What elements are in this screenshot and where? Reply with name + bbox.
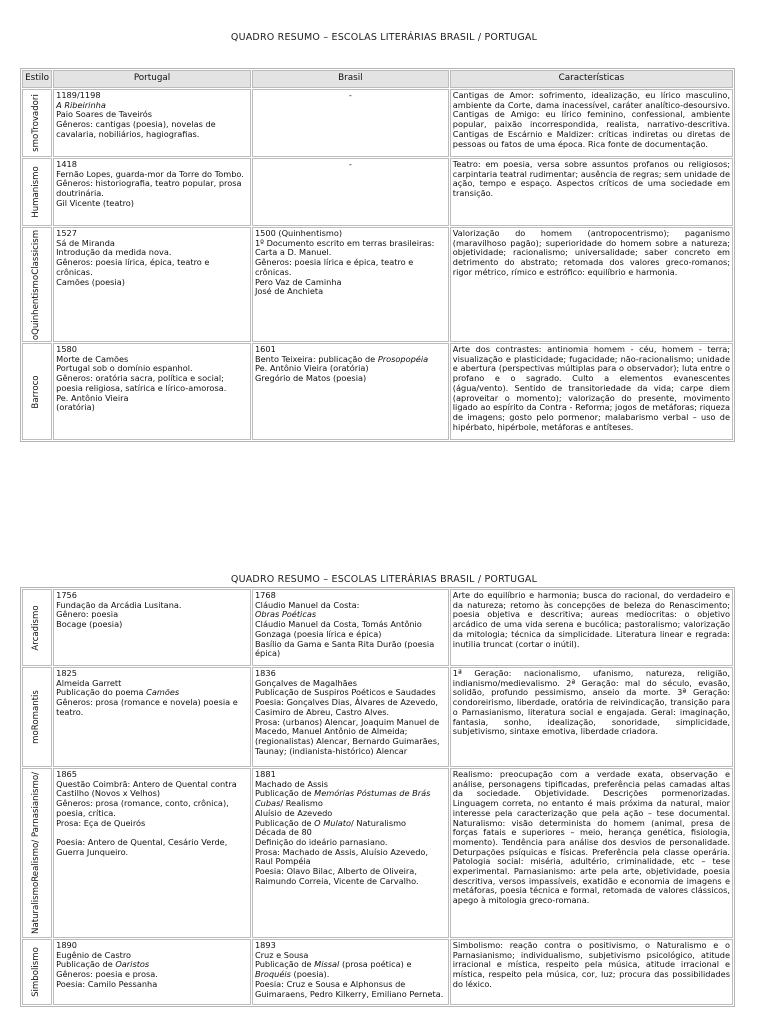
text-run: 1756 (56, 590, 77, 600)
text-run: Gêneros: historiografia, teatro popular, prosa doutrinária. (56, 178, 245, 199)
text-run: Prosa: Machado de Assis, Aluísio Azevedo, Raul Pompéia (254, 846, 431, 867)
text-run: Basílio da Gama e Santa Rita Durão (poesia épica) (254, 638, 437, 659)
text-run: Poesia: Antero de Quental, Cesário Verde, Guerra Junqueiro. (56, 836, 230, 857)
italic-title: Oaristos (115, 959, 150, 970)
text-run: Prosa: Eça de Queirós (56, 817, 146, 828)
text-run: Morte de Camões (56, 353, 129, 364)
caracteristicas-cell: 1ª Geração: nacionalismo, ufanismo, natureza, religião, indianismo/medievalismo. 2ª Geração: mal do século, evasão, solidão, profundo pessimismo, anseio da morte. 3ª Geração: condoreirismo, liberdade, oratória de reivindicação, transição para o Parnasianismo, literatura social e engajada. Geral: imaginação, fantasia, sonho, idealização, sonoridade, simplicidade, subjetivismo, sintaxe emotiva, liberdade criadora. (450, 667, 733, 767)
header-caracteristicas: Características (450, 70, 733, 88)
italic-title: Obras Poéticas (254, 609, 317, 620)
cell-line (56, 374, 248, 393)
text-run: Pe. Antônio Vieira (oratória) (254, 363, 369, 374)
text-run: 1825 (56, 668, 77, 678)
text-run: 1601 (254, 344, 276, 354)
cell-line (255, 258, 446, 277)
table-row (22, 343, 733, 440)
cell-line (56, 620, 248, 630)
portugal-cell (53, 667, 251, 767)
text-run: Poesia: Camilo Pessanha (56, 978, 158, 989)
cell-line (255, 789, 446, 808)
text-run: Bento Teixeira: publicação de (254, 353, 378, 364)
cell-line (56, 120, 248, 139)
text-run: (oratória) (56, 402, 95, 413)
estilo-cell (22, 589, 52, 666)
text-run: 1500 (Quinhentismo) (254, 228, 343, 238)
text-run: Publicação de (254, 959, 315, 970)
table-row (22, 589, 733, 666)
estilo-cell (22, 939, 52, 1005)
text-run: Gonçalves de Magalhães (254, 677, 357, 688)
text-run: Gêneros: prosa (romance e novela) poesia e teatro. (56, 697, 241, 717)
brasil-cell: - (252, 158, 449, 226)
cell-line (56, 780, 248, 799)
brasil-cell (252, 667, 449, 767)
brasil-cell (252, 227, 449, 342)
text-run: Pe. Antônio Vieira (56, 392, 129, 403)
text-run: 1418 (56, 159, 77, 169)
estilo-label: Arcadismo (31, 604, 42, 651)
portugal-cell (53, 89, 251, 157)
estilo-cell (22, 89, 52, 157)
estilo-cell (22, 768, 52, 938)
table-header-row (22, 70, 733, 88)
cell-line (56, 799, 248, 818)
text-run: 1768 (254, 590, 276, 600)
text-run: 1º Documento escrito em terras brasileiras: Carta a D. Manuel. (254, 237, 437, 258)
brasil-cell (252, 939, 449, 1005)
estilo-label: Barroco (31, 374, 42, 409)
text-run: Paio Soares de Taveirós (56, 109, 153, 120)
text-run: Pero Vaz de Caminha (254, 276, 342, 287)
cell-line (56, 278, 248, 288)
text-run: José de Anchieta (254, 286, 324, 297)
portugal-cell (53, 227, 251, 342)
header-portugal: Portugal (53, 70, 251, 88)
caracteristicas-cell: Valorização do homem (antropocentrismo); paganismo (maravilhoso pagão); superioridade do homem sobre a natureza; objetividade; racionalismo; universalidade; saber concreto em detrimento do abstrato; retomada dos valores greco-romanos; rigor métrico, rímico e estrófico: equilíbrio e harmonia. (450, 227, 733, 342)
text-run: Almeida Garrett (56, 677, 122, 688)
text-run: Gil Vicente (teatro) (56, 197, 134, 208)
text-run: Gêneros: poesia e prosa. (56, 969, 158, 980)
estilo-cell (22, 227, 52, 342)
estilo-label: Humanismo (31, 166, 42, 218)
text-run: Fundação da Arcádia Lusitana. (56, 599, 182, 610)
table-row (22, 667, 733, 767)
header-brasil: Brasil (252, 70, 449, 88)
text-run: Introdução da medida nova. (56, 247, 172, 258)
text-run: Publicação de (254, 788, 315, 799)
portugal-cell (53, 343, 251, 440)
text-run: (prosa poética) e (339, 959, 412, 970)
text-run: Fernão Lopes, guarda-mor da Torre do Tombo. (56, 168, 244, 179)
caracteristicas-cell: Simbolismo: reação contra o positivismo, o Naturalismo e o Parnasianismo; individualismo, subjetivismo psicológico, atitude irracional e mística, respeito pela música, atitude irracional e mística, respeito pela música, cor, luz; procura das possibilidades do léxico. (450, 939, 733, 1005)
table-row (22, 768, 733, 938)
brasil-cell (252, 768, 449, 938)
brasil-cell (252, 589, 449, 666)
cell-line (255, 848, 446, 867)
text-run: Questão Coimbrã: Antero de Quental contra Castilho (Novos x Velhos) (56, 778, 240, 799)
text-run: Gregório de Matos (poesia) (254, 373, 367, 384)
italic-title: Prosopopéia (377, 353, 429, 364)
text-run: Publicação do poema (56, 687, 147, 698)
brasil-cell (252, 343, 449, 440)
table-row (22, 89, 733, 157)
cell-line (255, 698, 446, 717)
estilo-label: moRomantis (31, 690, 42, 744)
text-run: Gêneros: oratória sacra, política e social; poesia religiosa, satírica e lírico-amorosa. (56, 373, 227, 393)
caracteristicas-cell: Cantigas de Amor: sofrimento, idealização, eu lírico masculino, ambiente da Corte, dama inacessível, caráter analítico-desoursivo. Cantigas de Amigo: eu lírico feminino, confessional, ambiente popular, paixão incorrespondida, realista, narrativo-descritiva. Cantigas de Escárnio e Maldizer: críticas indiretas ou diretas de pessoas ou fatos de uma época. Rica fonte de documentação. (450, 89, 733, 157)
text-run: Camões (poesia) (56, 276, 125, 287)
italic-title: Memórias Póstumas de Brás Cubas (254, 788, 433, 809)
text-run: Publicação de (56, 959, 116, 970)
cell-line (56, 403, 248, 413)
italic-title: A Ribeirinha (56, 99, 106, 110)
text-run: Poesia: Gonçalves Dias, Álvares de Azevedo, Casimiro de Abreu, Castro Alves. (254, 697, 441, 717)
text-run: 1836 (254, 668, 276, 678)
text-run: Cláudio Manuel da Costa, Tomás Antônio Gonzaga (poesia lírica e épica) (254, 619, 425, 639)
cell-line (255, 374, 446, 384)
table-row (22, 158, 733, 226)
cell-line (255, 640, 446, 659)
text-run: (poesia). (290, 969, 330, 980)
caracteristicas-cell: Teatro: em poesia, versa sobre assuntos profanos ou religiosos; carpintaria teatral rudimentar; ausência de regras; sem unidade de ação, tempo e espaço. Aspectos críticos de uma sociedade em transição. (450, 158, 733, 226)
page-title-2: QUADRO RESUMO – ESCOLAS LITERÁRIAS BRASIL / PORTUGAL (230, 574, 538, 585)
text-run: Cláudio Manuel da Costa: (254, 599, 360, 610)
text-run: Portugal sob o domínio espanhol. (56, 363, 193, 374)
cell-line (255, 867, 446, 886)
text-run: Publicação de (254, 817, 315, 828)
table-row (22, 939, 733, 1005)
text-run (56, 827, 59, 837)
portugal-cell (53, 158, 251, 226)
portugal-cell (53, 589, 251, 666)
estilo-cell (22, 343, 52, 440)
page-title-1: QUADRO RESUMO – ESCOLAS LITERÁRIAS BRASIL / PORTUGAL (230, 32, 538, 43)
cell-line (255, 980, 446, 999)
text-run: Gêneros: poesia lírica e épica, teatro e crônicas. (254, 257, 416, 277)
text-run: / Naturalismo (350, 817, 407, 828)
portugal-cell (53, 768, 251, 938)
text-run: 1865 (56, 769, 77, 779)
table-row (22, 227, 733, 342)
literary-schools-table-1 (20, 68, 735, 442)
literary-schools-table-2 (20, 587, 735, 1007)
caracteristicas-cell: Arte dos contrastes: antinomia homem - céu, homem - terra; visualização e plasticidade; fugacidade; não-racionalismo; unidade e abertura (perspectivas múltiplas para o observador); luta entre o profano e o sagrado. Culto a elementos evanescentes (água/vento). Sentido de transitoriedade da vida; carpe diem (aproveitar o momento); valorização do presente, movimento ligado ao espírito da Contra - Reforma; jogos de metáforas; riqueza de imagens; gosto pelo pormenor; malabarismo verbal – uso de hipérbato, hipérbole, metáforas e antíteses. (450, 343, 733, 440)
cell-line (56, 838, 248, 857)
cell-line (56, 258, 248, 277)
header-estilo: Estilo (22, 70, 52, 88)
estilo-label: NaturalismoRealismo/ Parnasianismo/ (31, 772, 42, 934)
cell-line (255, 718, 446, 757)
text-run: 1893 (254, 940, 276, 950)
text-run: Aluísio de Azevedo (254, 807, 333, 818)
text-run: / Realismo (280, 798, 323, 809)
italic-title: Broquéis (254, 969, 291, 980)
text-run: Bocage (poesia) (56, 619, 123, 630)
text-run: 1881 (254, 769, 276, 779)
text-run: Gêneros: cantigas (poesia), novelas de cavalaria, nobiliários, hagiografias. (56, 119, 219, 139)
text-run: Cruz e Sousa (254, 949, 309, 960)
caracteristicas-cell: Arte do equilíbrio e harmonia; busca do racional, do verdadeiro e da natureza; retomo às concepções de beleza do Renascimento; poesia objetiva e descritiva; aureas mediocritas: o objetivo arcádico de uma vida serena e bucólica; pastoralismo; valorização da mitologia; técnica da simplicidade. Literatura linear e regrada: inutilia truncat (cortar o inútil). (450, 589, 733, 666)
cell-line (56, 819, 248, 829)
estilo-label: Simbolismo (31, 947, 42, 997)
cell-line (255, 287, 446, 297)
text-run: Gêneros: poesia lírica, épica, teatro e crônicas. (56, 257, 213, 277)
italic-title: Camões (146, 687, 180, 698)
cell-line (56, 980, 248, 990)
text-run: Sá de Miranda (56, 237, 115, 248)
estilo-cell (22, 667, 52, 767)
text-run: Década de 80 (254, 827, 312, 838)
text-run: Poesia: Olavo Bilac, Alberto de Oliveira, Raimundo Correia, Vicente de Carvalho. (254, 866, 420, 886)
text-run: 1890 (56, 940, 77, 950)
estilo-cell (22, 158, 52, 226)
cell-line (255, 239, 446, 258)
text-run: Gêneros: prosa (romance, conto, crônica), poesia, crítica. (56, 798, 232, 818)
cell-line (255, 620, 446, 639)
cell-line (56, 199, 248, 209)
italic-title: Missal (314, 959, 340, 970)
text-run: Prosa: (urbanos) Alencar, Joaquim Manuel de Macedo, Manuel Antônio de Almeida; (regionalistas) Alencar, Bernardo Guimarães, Taunay; (indianista-histórico) Alencar (254, 716, 443, 756)
text-run: 1189/1198 (56, 90, 101, 100)
text-run: Poesia: Cruz e Sousa e Alphonsus de Guimaraens, Pedro Kilkerry, Emiliano Perneta. (254, 978, 444, 999)
text-run: Gênero: poesia (56, 609, 119, 620)
text-run: Publicação de Suspiros Poéticos e Saudades (254, 687, 436, 698)
estilo-label: oQuinhentismoClassicism (31, 229, 42, 340)
caracteristicas-cell: Realismo: preocupação com a verdade exata, observação e análise, personagens tipificadas, preferência pelas camadas altas da sociedade. Objetividade. Descrições pormenorizadas. Linguagem correta, no entanto é mais próxima da natural, maior interesse pela caracterização que pela ação – tese documental. Naturalismo: visão determinista do homem (animal, presa de forças fatais e superiores – meio, herança genética, fisiologia, momento). Tendência para análise dos desvios de personalidade. Deturpações psíquicas e físicas. Preferência pela classe operária. Patologia social: miséria, adultério, criminalidade, etc – tese experimental. Parnasianismo: arte pela arte, objetividade, poesia descritiva, versos impassíveis, exatidão e economia de imagens e metáforas, poesia técnica e formal, retomada de valores clássicos, apego à mitologia greco-romana. (450, 768, 733, 938)
text-run: Eugênio de Castro (56, 949, 132, 960)
text-run: Machado de Assis (254, 778, 329, 789)
cell-line (56, 179, 248, 198)
estilo-label: smoTrovadori (31, 94, 42, 152)
brasil-cell: - (252, 89, 449, 157)
cell-line (56, 698, 248, 717)
italic-title: O Mulato (314, 817, 351, 828)
text-run: 1580 (56, 344, 77, 354)
portugal-cell (53, 939, 251, 1005)
text-run: Definição do ideário parnasiano. (254, 836, 388, 847)
text-run: 1527 (56, 228, 77, 238)
